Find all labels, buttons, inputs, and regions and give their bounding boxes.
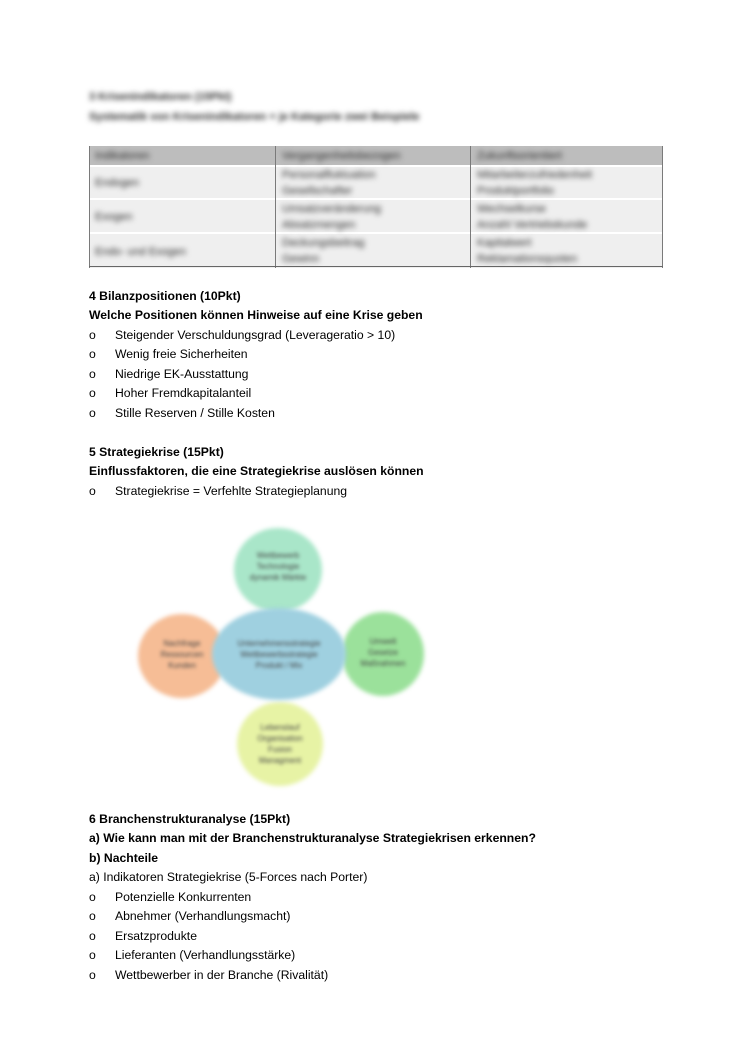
section4-question: Welche Positionen können Hinweise auf eine Krise geben xyxy=(89,308,423,322)
bullet-icon: o xyxy=(89,406,96,420)
bullet-icon: o xyxy=(89,347,96,361)
section6-title: 6 Branchenstrukturanalyse (15Pkt) xyxy=(89,812,291,826)
table-cell: Exogen xyxy=(95,211,133,223)
table-cell: Endo- und Exogen xyxy=(95,246,187,258)
bullet-icon: o xyxy=(89,968,96,982)
table-cell: Kapitalwert xyxy=(477,237,532,249)
strategy-crisis-diagram: Wettbewerb Technologie dynamik Märkte Nachfrage Ressourcen Kunden Umwelt Gesetze Maßnahmen Lebenslauf Organisation Fusion Managment Unternehmensstrategie Wettbewerbsstrategie Produkt / Mix xyxy=(130,520,430,790)
section5-question: Einflussfaktoren, die eine Strategiekrise auslösen können xyxy=(89,464,424,478)
crisis-indicator-table xyxy=(89,146,663,268)
bullet-icon: o xyxy=(89,909,96,923)
table-cell: Anzahl Vertriebskunde xyxy=(477,219,588,231)
table-header-cell: Vergangenheitsbezogen xyxy=(282,150,401,162)
table-cell: Endogen xyxy=(95,177,140,189)
bullet-icon: o xyxy=(89,386,96,400)
table-cell: Gesellschafter xyxy=(282,185,353,197)
bullet-icon: o xyxy=(89,890,96,904)
bullet-icon: o xyxy=(89,484,96,498)
section6-question-a: a) Wie kann man mit der Branchenstrukturanalyse Strategiekrisen erkennen? xyxy=(89,831,536,845)
table-cell: Deckungsbeitrag xyxy=(282,237,365,249)
table-cell: Umsatzveränderung xyxy=(282,203,382,215)
table-cell: Produktportfolio xyxy=(477,185,555,197)
table-header-cell: Indikatoren xyxy=(95,150,150,162)
bullet-icon: o xyxy=(89,328,96,342)
table-cell: Reklamationsquoten xyxy=(477,253,578,265)
section4-title: 4 Bilanzpositionen (10Pkt) xyxy=(89,289,241,303)
section5-title: 5 Strategiekrise (15Pkt) xyxy=(89,445,224,459)
section3-title: 3 Krisenindikatoren (15Pkt) xyxy=(89,91,232,103)
table-cell: Mitarbeiterzufriedenheit xyxy=(477,169,592,181)
section6-question-b: b) Nachteile xyxy=(89,851,159,865)
table-cell: Absatzmengen xyxy=(282,219,356,231)
section6-intro: a) Indikatoren Strategiekrise (5-Forces nach Porter) xyxy=(89,870,368,884)
section3-subtitle: Systematik von Krisenindikatoren + je Kategorie zwei Beispiele xyxy=(89,111,420,123)
bullet-icon: o xyxy=(89,367,96,381)
table-cell: Gewinn xyxy=(282,253,320,265)
table-cell: Personalfluktuation xyxy=(282,169,376,181)
table-header-cell: Zukunftsorientiert xyxy=(477,150,562,162)
table-cell: Wechselkurse xyxy=(477,203,546,215)
bullet-icon: o xyxy=(89,929,96,943)
bullet-icon: o xyxy=(89,948,96,962)
